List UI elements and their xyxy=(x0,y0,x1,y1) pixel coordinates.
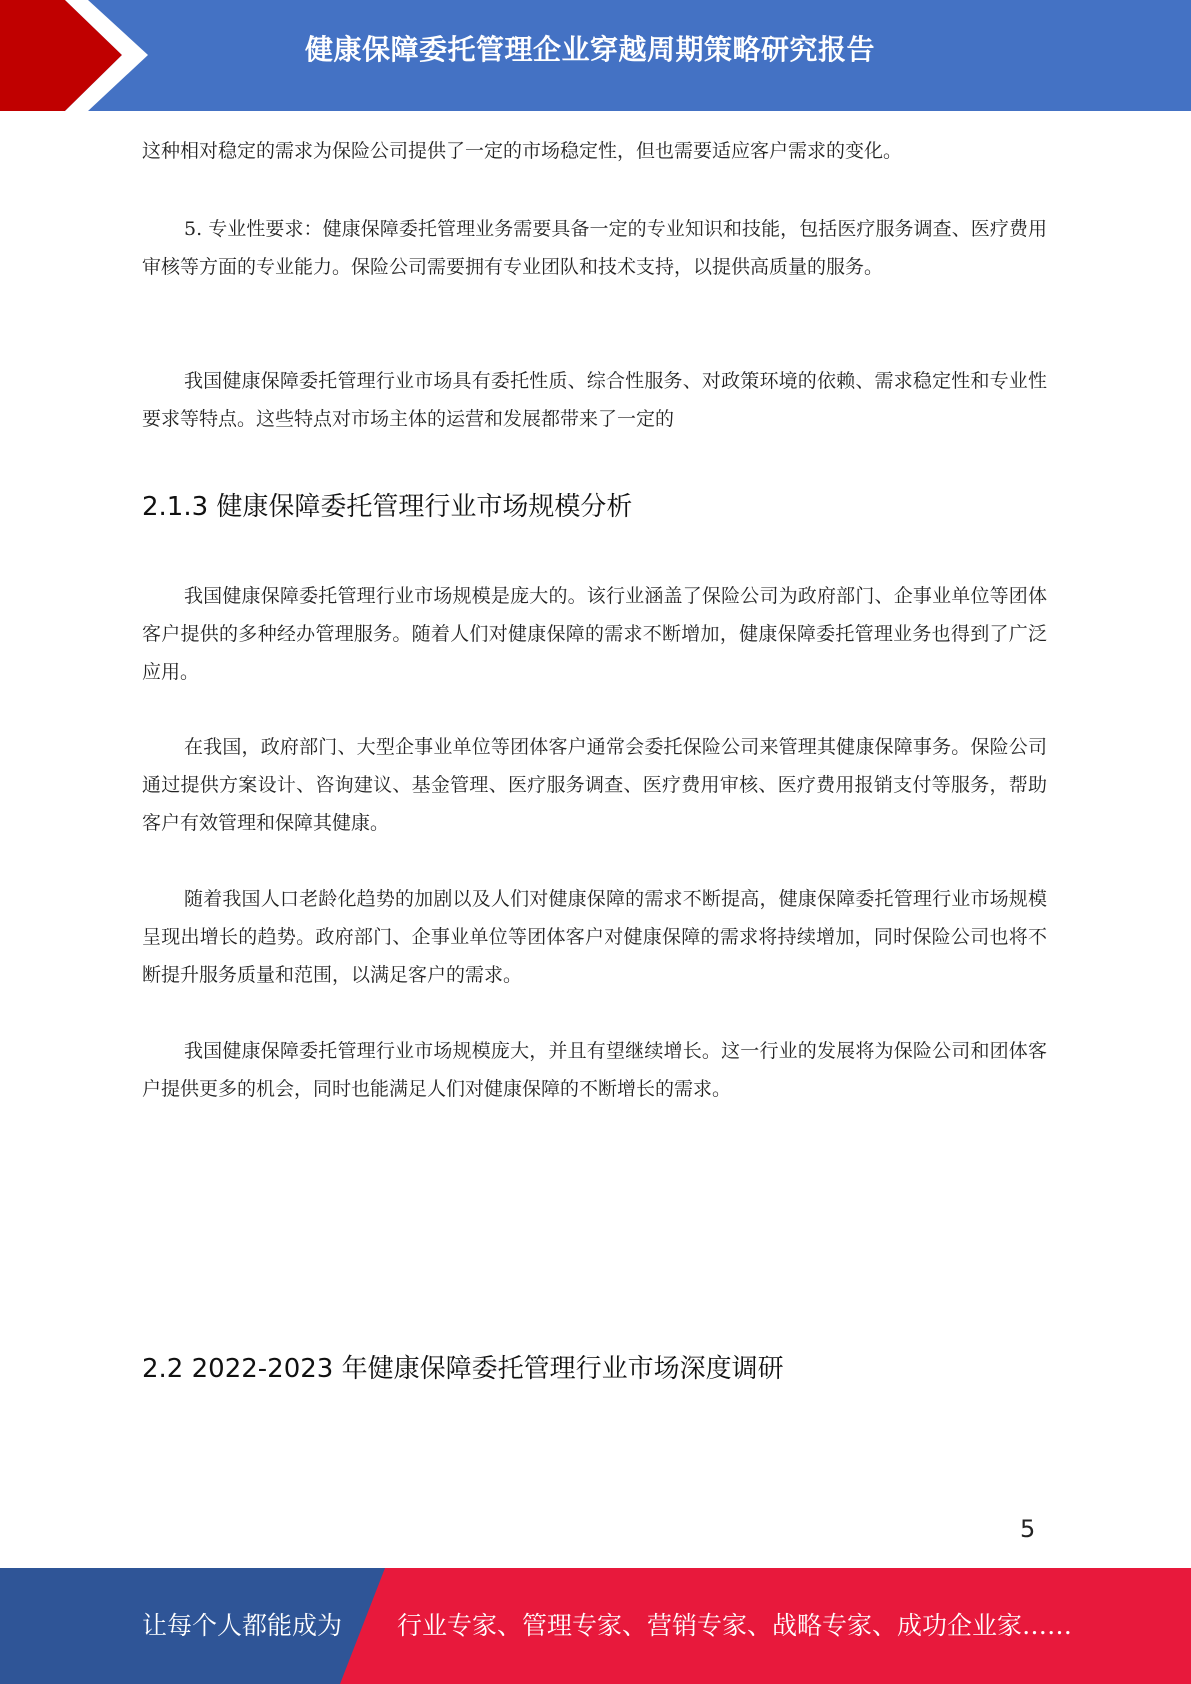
paragraph: 这种相对稳定的需求为保险公司提供了一定的市场稳定性，但也需要适应客户需求的变化。 xyxy=(142,140,903,162)
page-footer xyxy=(0,1568,1191,1684)
section-heading-2-1-3: 2.1.3 健康保障委托管理行业市场规模分析 xyxy=(142,492,633,522)
footer-slogan-left: 让每个人都能成为 xyxy=(142,1611,343,1640)
page-header xyxy=(0,0,1191,111)
footer-slogan-right: 行业专家、管理专家、营销专家、战略专家、成功企业家…… xyxy=(397,1611,1073,1640)
paragraph-government-clients: 在我国，政府部门、大型企事业单位等团体客户通常会委托保险公司来管理其健康保障事务。保险公司通过提供方案设计、咨询建议、基金管理、医疗服务调查、医疗费用审核、医疗费用报销支付等服务，帮助客户有效管理和保障其健康。 xyxy=(142,736,1047,834)
header-title: 健康保障委托管理企业穿越周期策略研究报告 xyxy=(305,33,876,66)
paragraph-market-size: 我国健康保障委托管理行业市场规模是庞大的。该行业涵盖了保险公司为政府部门、企事业单位等团体客户提供的多种经办管理服务。随着人们对健康保障的需求不断增加，健康保障委托管理业务也得到了广泛应用。 xyxy=(142,585,1047,683)
paragraph-conclusion: 我国健康保障委托管理行业市场规模庞大，并且有望继续增长。这一行业的发展将为保险公司和团体客户提供更多的机会，同时也能满足人们对健康保障的不断增长的需求。 xyxy=(142,1040,1047,1100)
paragraph-market-characteristics: 我国健康保障委托管理行业市场具有委托性质、综合性服务、对政策环境的依赖、需求稳定性和专业性要求等特点。这些特点对市场主体的运营和发展都带来了一定的 xyxy=(142,370,1047,430)
paragraph-growth-trend: 随着我国人口老龄化趋势的加剧以及人们对健康保障的需求不断提高，健康保障委托管理行业市场规模呈现出增长的趋势。政府部门、企事业单位等团体客户对健康保障的需求将持续增加，同时保险公司也将不断提升服务质量和范围，以满足客户的需求。 xyxy=(142,888,1047,986)
section-heading-2-2: 2.2 2022-2023 年健康保障委托管理行业市场深度调研 xyxy=(142,1354,784,1384)
page-number: 5 xyxy=(1020,1515,1036,1543)
paragraph-professional-requirements: 5. 专业性要求：健康保障委托管理业务需要具备一定的专业知识和技能，包括医疗服务调查、医疗费用审核等方面的专业能力。保险公司需要拥有专业团队和技术支持，以提供高质量的服务。 xyxy=(142,218,1047,278)
